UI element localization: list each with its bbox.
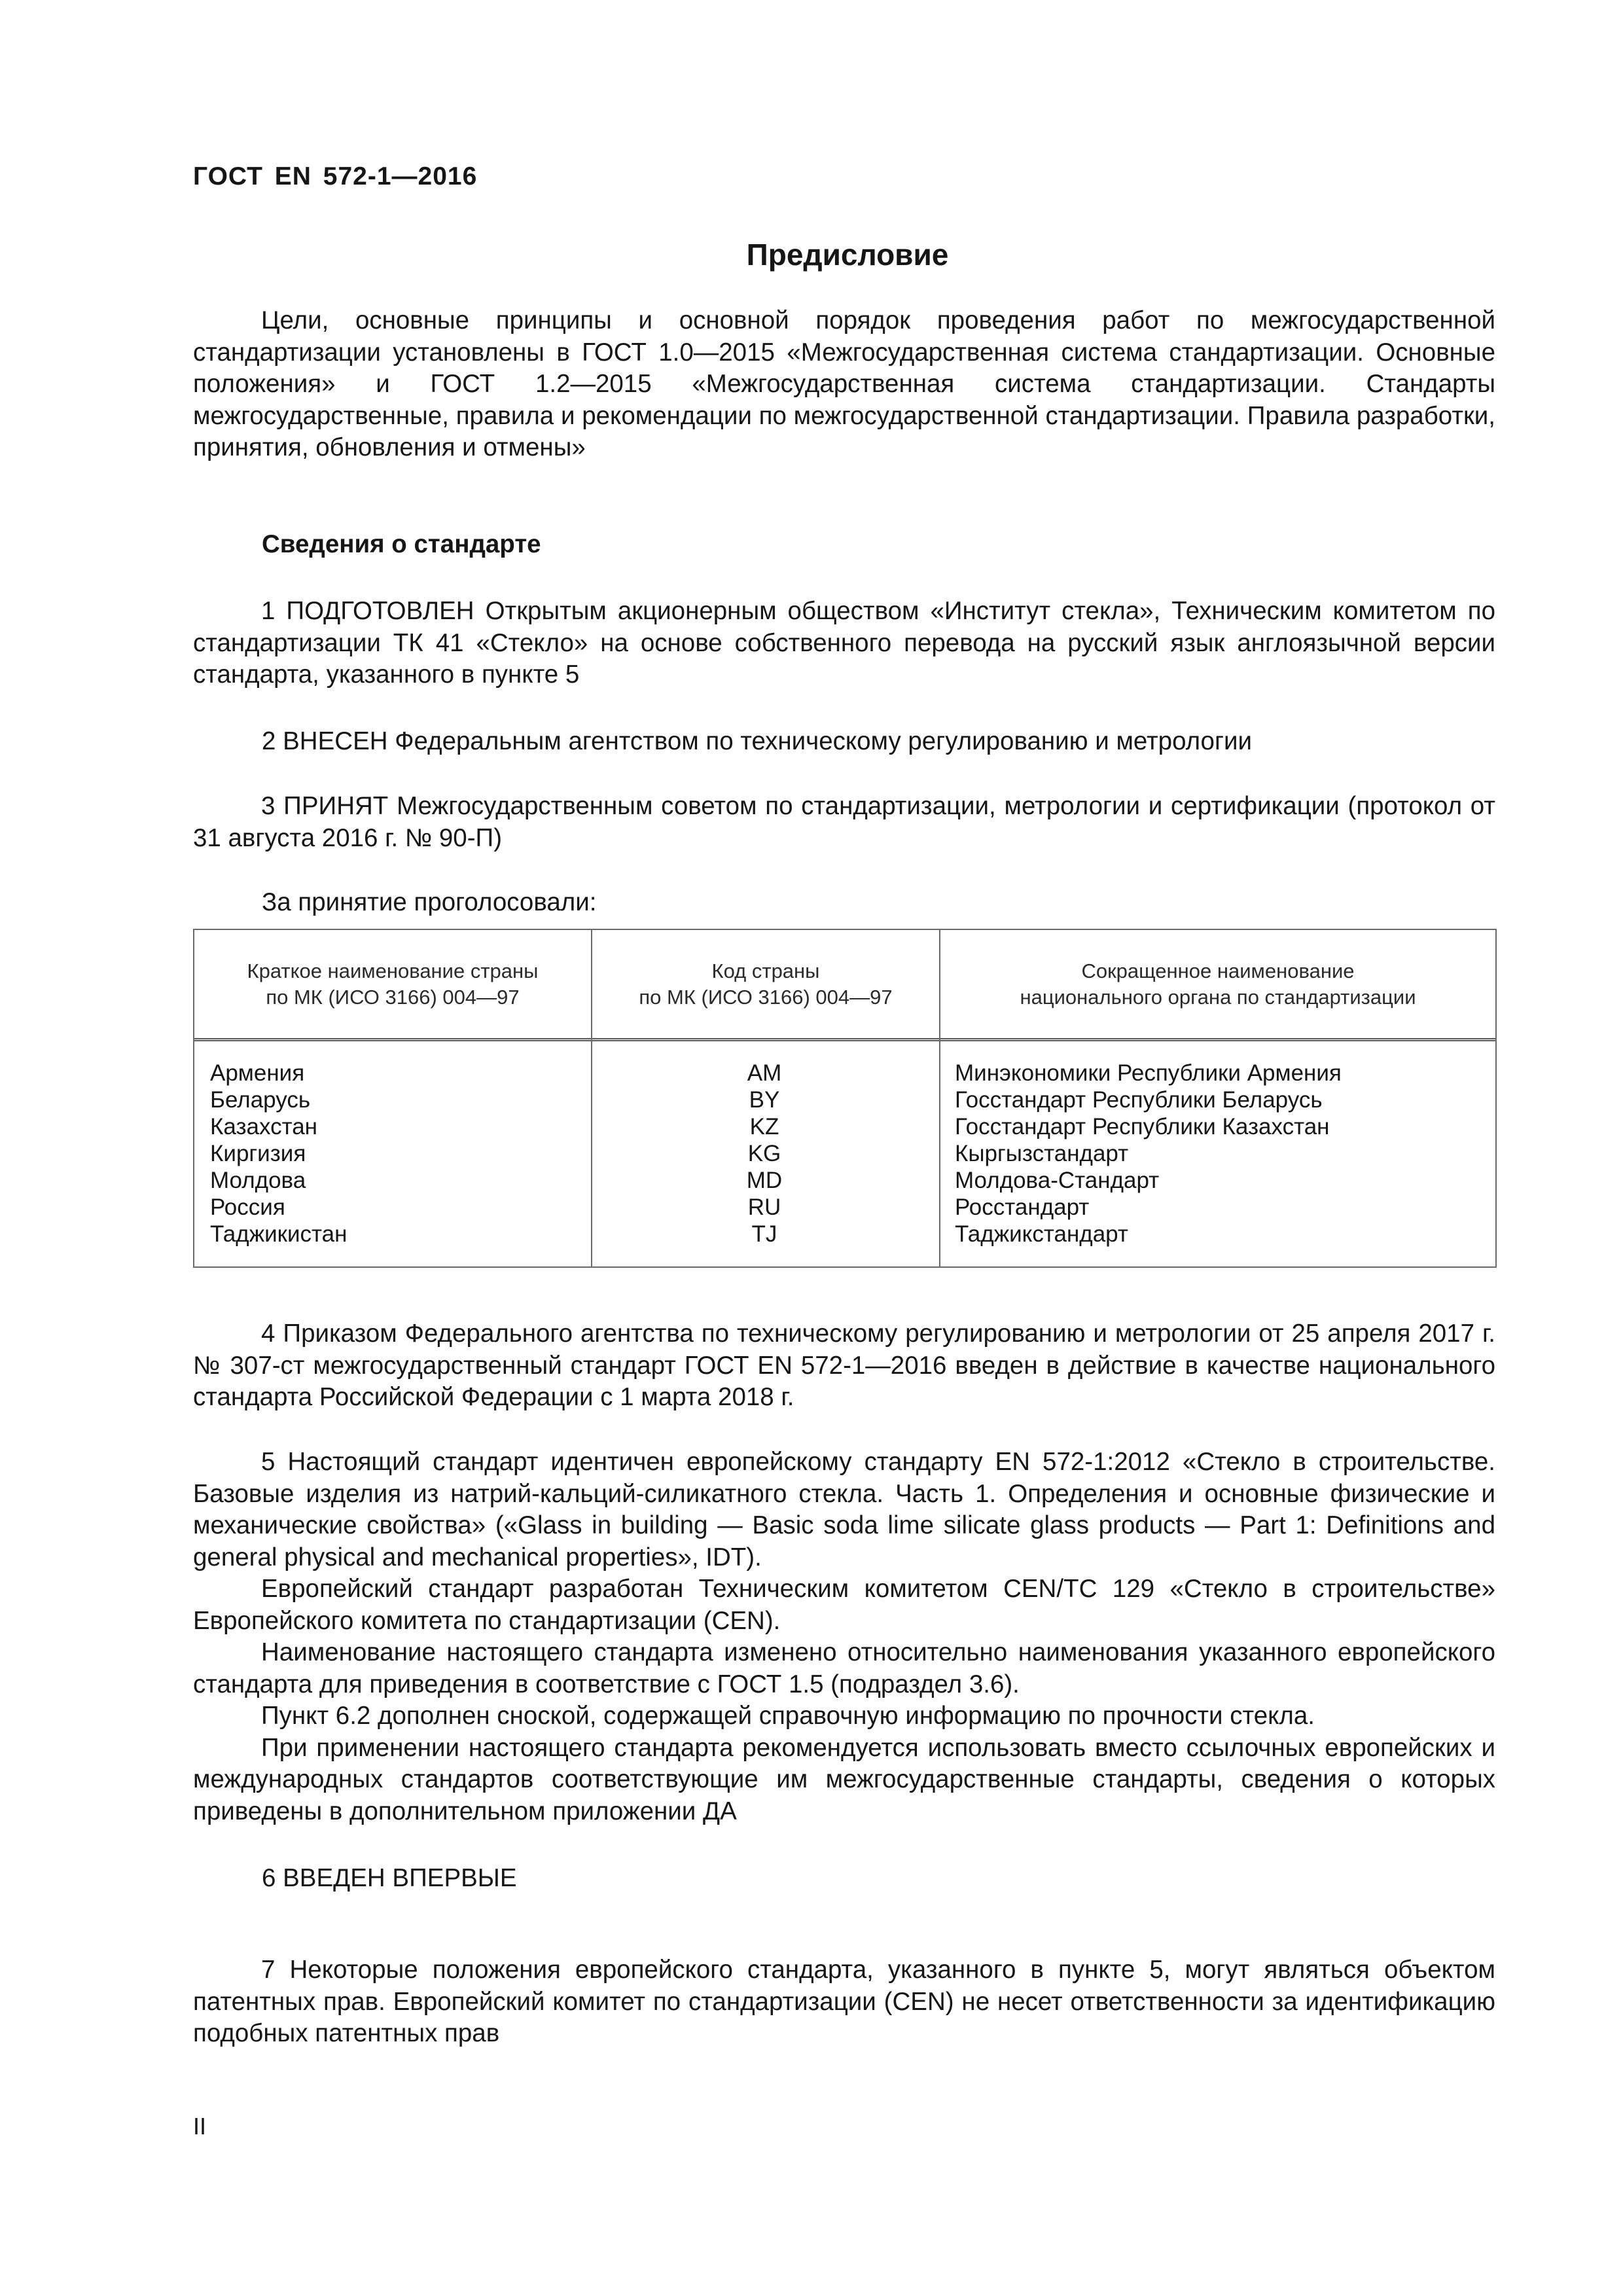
item-4-paragraph — [193, 1318, 1495, 1414]
table-cell-country: Россия — [210, 1194, 285, 1220]
table-cell-country: Таджикистан — [210, 1221, 348, 1247]
table-cell-country: Беларусь — [210, 1087, 311, 1113]
item-6-number: 6 — [262, 1864, 276, 1892]
item-4-block — [193, 1318, 1495, 1414]
table-cell-body: Росстандарт — [955, 1194, 1090, 1220]
item-1-paragraph — [193, 596, 1495, 691]
item-3-text: Межгосударственным советом по стандартизации, метрологии и сертификации (протокол от 31 августа 2016 г. № 90-П) — [193, 792, 1496, 852]
item-5-number: 5 — [261, 1448, 276, 1476]
table-header-code — [592, 930, 939, 1038]
table-cell-country: Молдова — [210, 1168, 306, 1193]
table-cell-body: Кыргызстандарт — [955, 1141, 1129, 1166]
item-1-lead: ПОДГОТОВЛЕН — [286, 597, 474, 625]
table-cell-code: KZ — [749, 1114, 779, 1139]
item-5-references-paragraph: При применении настоящего стандарта рекомендуется использовать вместо ссылочных европейских и международных стандартов соответствующие им межгосударственные стандарты, сведения о которых приведены в дополнительном приложении ДА — [193, 1733, 1495, 1825]
table-cell-code: TJ — [751, 1221, 777, 1247]
table-header-body — [940, 930, 1495, 1038]
item-1-number: 1 — [261, 597, 276, 625]
country-column — [210, 1060, 347, 1247]
header-country-line2: по МК (ИСО 3166) 004—97 — [266, 985, 520, 1009]
table-cell-code: BY — [749, 1087, 780, 1113]
table-header — [194, 930, 1495, 1041]
table-cell-country: Киргизия — [210, 1141, 306, 1166]
table-cell-body: Госстандарт Республики Казахстан — [955, 1114, 1330, 1139]
item-7-number: 7 — [261, 1956, 276, 1984]
item-7-text: Некоторые положения европейского стандарта, указанного в пункте 5, могут являться объектом патентных прав. Европейский комитет по стандартизации (CEN) не несет ответственности за идентификацию подобных патентных прав — [193, 1956, 1495, 2047]
standards-body-column — [955, 1060, 1342, 1247]
item-2-lead: ВНЕСЕН — [283, 727, 388, 755]
item-5-block — [193, 1446, 1495, 1827]
table-cell-body: Таджикстандарт — [955, 1221, 1128, 1247]
item-1-text: Открытым акционерным обществом «Институт стекла», Техническим комитетом по стандартизации ТК 41 «Стекло» на основе собственного перевода на русский язык англоязычной версии стандарта, указанного в пункте 5 — [193, 597, 1495, 689]
table-cell-code: MD — [746, 1168, 783, 1193]
item-3-number: 3 — [261, 792, 276, 820]
standard-info-heading: Сведения о стандарте — [262, 530, 541, 558]
item-3-lead: ПРИНЯТ — [283, 792, 389, 820]
item-2-paragraph — [262, 726, 1252, 758]
item-5-name-change-paragraph: Наименование настоящего стандарта изменено относительно наименования указанного европейского стандарта для приведения в соответствие с ГОСТ 1.5 (подраздел 3.6). — [193, 1638, 1495, 1698]
item-7-block — [193, 1954, 1495, 2050]
voted-label: За принятие проголосовали: — [262, 888, 597, 916]
item-7-paragraph — [193, 1954, 1495, 2050]
header-code-line1: Код страны — [711, 959, 820, 982]
item-5-cen-paragraph: Европейский стандарт разработан Техническим комитетом CEN/TC 129 «Стекло в строительстве» Европейского комитета по стандартизации (CEN). — [193, 1575, 1495, 1635]
item-3-block — [193, 791, 1495, 854]
preface-title: Предисловие — [746, 238, 949, 272]
item-6-lead: ВВЕДЕН ВПЕРВЫЕ — [283, 1864, 517, 1892]
table-cell-body: Госстандарт Республики Беларусь — [955, 1087, 1323, 1113]
table-cell-code: KG — [747, 1141, 781, 1166]
table-cell-country: Казахстан — [210, 1114, 318, 1139]
table-cell-code: AM — [747, 1060, 782, 1086]
table-cell-body: Молдова-Стандарт — [955, 1168, 1160, 1193]
item-6-paragraph — [262, 1863, 517, 1895]
header-code-line2: по МК (ИСО 3166) 004—97 — [639, 985, 893, 1009]
header-country-line1: Краткое наименование страны — [247, 959, 539, 982]
voting-countries-table — [193, 929, 1497, 1268]
item-5-paragraph — [193, 1446, 1495, 1573]
item-4-number: 4 — [261, 1319, 276, 1348]
page-number: II — [193, 2113, 207, 2140]
item-3-paragraph — [193, 791, 1495, 854]
item-2-number: 2 — [262, 727, 276, 755]
preface-intro-paragraph: Цели, основные принципы и основной порядок проведения работ по межгосударственной стандартизации установлены в ГОСТ 1.0—2015 «Межгосударственная система стандартизации. Основные положения» и ГОСТ 1.2—2015 «Межгосударственная система стандартизации. Стандарты межгосударственные, правила и рекомендации по межгосударственной стандартизации. Правила разработки, принятия, обновления и отмены» — [193, 306, 1495, 461]
standard-code-header: ГОСТ EN 572-1—2016 — [193, 162, 478, 190]
table-cell-country: Армения — [210, 1060, 305, 1086]
item-4-text: Приказом Федерального агентства по техническому регулированию и метрологии от 25 апреля 2017 г. № 307-ст межгосударственный стандарт ГОСТ EN 572-1—2016 введен в действие в качестве национального стандарта Российской Федерации с 1 марта 2018 г. — [193, 1319, 1496, 1411]
table-column-divider — [939, 930, 940, 1266]
table-cell-body: Минэкономики Республики Армения — [955, 1060, 1342, 1086]
preface-intro-block — [193, 305, 1495, 464]
table-header-country — [194, 930, 591, 1038]
table-cell-code: RU — [747, 1194, 781, 1220]
header-body-line1: Сокращенное наименование — [1081, 959, 1355, 982]
header-body-line2: национального органа по стандартизации — [1020, 985, 1416, 1009]
item-5-text: Настоящий стандарт идентичен европейскому стандарту EN 572-1:2012 «Стекло в строительстве. Базовые изделия из натрий-кальций-силикатного стекла. Часть 1. Определения и основные физические и механические свойства» («Glass in building — Basic soda lime silicate glass products — Part 1: Definitions and general physical and mechanical properties», IDT). — [193, 1448, 1495, 1571]
item-5-footnote-paragraph: Пункт 6.2 дополнен сноской, содержащей справочную информацию по прочности стекла. — [261, 1702, 1315, 1730]
item-2-text: Федеральным агентством по техническому регулированию и метрологии — [395, 727, 1253, 755]
code-column — [591, 1060, 938, 1247]
item-1-block — [193, 596, 1495, 691]
